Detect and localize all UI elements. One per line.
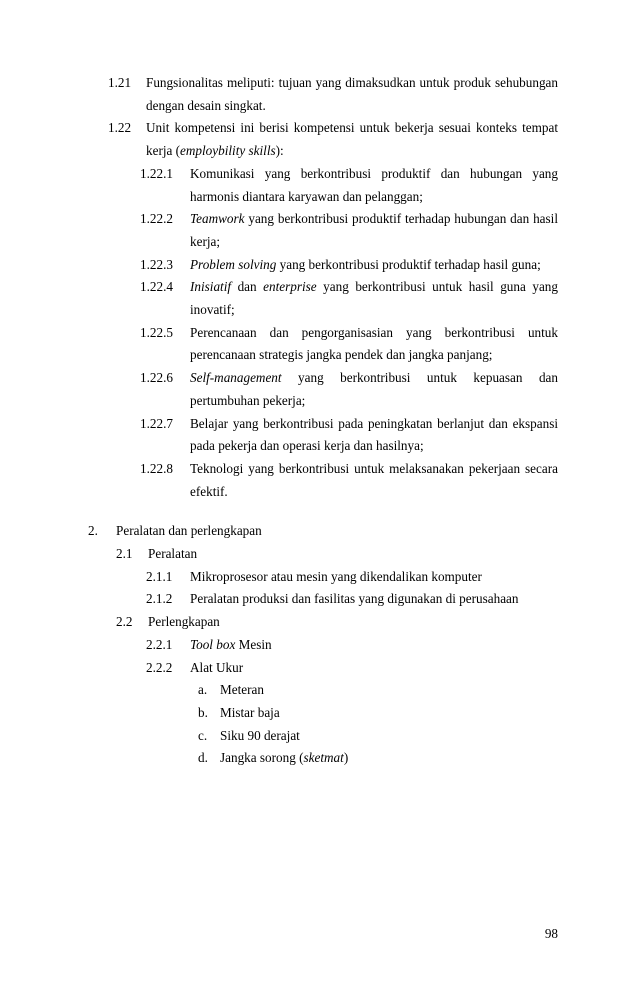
paragraph-spacer [78,503,558,520]
list-item-text: Meteran [220,682,264,698]
list-item-number: a. [198,682,208,698]
list-item-text: Perencanaan dan pengorganisasian yang berkontribusi untuk perencanaan strategis jangka pendek dan jangka panjang; [190,324,558,363]
list-item-text: Komunikasi yang berkontribusi produktif dan hubungan yang harmonis diantara karyawan dan pelanggan; [190,165,558,204]
page-number: 98 [544,926,558,941]
list-item [140,413,558,458]
list-item-number: 2.2.2 [146,659,173,675]
list-item-number: 1.22.6 [140,370,173,386]
list-item [140,163,558,208]
list-item-text: Siku 90 derajat [220,727,300,743]
document-body [78,72,558,770]
list-item [198,679,558,702]
list-item-number: c. [198,727,208,743]
list-item-text: Peralatan [148,546,198,562]
list-item-number: 2.2.1 [146,636,173,652]
list-item-text: Perlengkapan [148,614,220,630]
list-item [140,458,558,503]
list-item [140,322,558,367]
list-item-number: 2.1.1 [146,568,173,584]
list-item-number: 1.22.8 [140,460,173,476]
list-item-text: Self-management yang berkontribusi untuk kepuasan dan pertumbuhan pekerja; [190,370,558,408]
list-item [88,520,558,543]
list-item-text: Fungsionalitas meliputi: tujuan yang dimaksudkan untuk produk sehubungan dengan desain singkat. [146,75,558,113]
list-item-text: Problem solving yang berkontribusi produktif terhadap hasil guna; [190,256,541,272]
list-item-text: Unit kompetensi ini berisi kompetensi untuk bekerja sesuai konteks tempat kerja (employbility skills): [146,120,558,159]
list-item-number: d. [198,750,208,766]
list-item [140,208,558,253]
list-item-number: 2. [88,523,98,539]
list-item [116,543,558,566]
list-item-text: Mikroprosesor atau mesin yang dikendalikan komputer [190,568,482,584]
list-item-number: 1.22 [108,120,132,136]
list-item [116,611,558,634]
list-item-text: Inisiatif dan enterprise yang berkontribusi untuk hasil guna yang inovatif; [190,279,558,318]
list-item-text: Teamwork yang berkontribusi produktif terhadap hubungan dan hasil kerja; [190,211,558,249]
list-item-text: Alat Ukur [190,659,244,675]
list-item-text: Peralatan dan perlengkapan [116,523,262,539]
list-item-text: Mistar baja [220,704,280,720]
list-item-number: 1.21 [108,75,132,90]
list-item [108,72,558,117]
list-item-number: 1.22.4 [140,279,173,295]
list-item-text: Peralatan produksi dan fasilitas yang digunakan di perusahaan [190,591,519,607]
list-item-text: Belajar yang berkontribusi pada peningkatan berlanjut dan ekspansi pada pekerja dan operasi kerja dan hasilnya; [190,415,558,454]
list-item-number: 1.22.2 [140,211,173,227]
list-item [146,657,558,680]
list-item-text: Teknologi yang berkontribusi untuk melaksanakan pekerjaan secara efektif. [190,460,558,499]
list-item-number: b. [198,704,208,720]
list-item [108,117,558,162]
list-item [140,276,558,321]
list-item [146,588,558,611]
list-item [146,634,558,657]
list-item [198,725,558,748]
list-item [140,367,558,412]
list-item [140,254,558,277]
list-item-number: 1.22.1 [140,165,173,181]
list-item-number: 1.22.3 [140,256,173,272]
list-item-text: Tool box Mesin [190,636,272,652]
list-item-number: 2.2 [116,614,133,630]
list-item [146,566,558,589]
list-item [198,747,558,770]
list-item-text: Jangka sorong (sketmat) [220,750,349,766]
list-item-number: 2.1 [116,546,133,562]
list-item-number: 1.22.5 [140,324,173,340]
list-item-number: 2.1.2 [146,591,173,607]
list-item-number: 1.22.7 [140,415,173,431]
list-item [198,702,558,725]
